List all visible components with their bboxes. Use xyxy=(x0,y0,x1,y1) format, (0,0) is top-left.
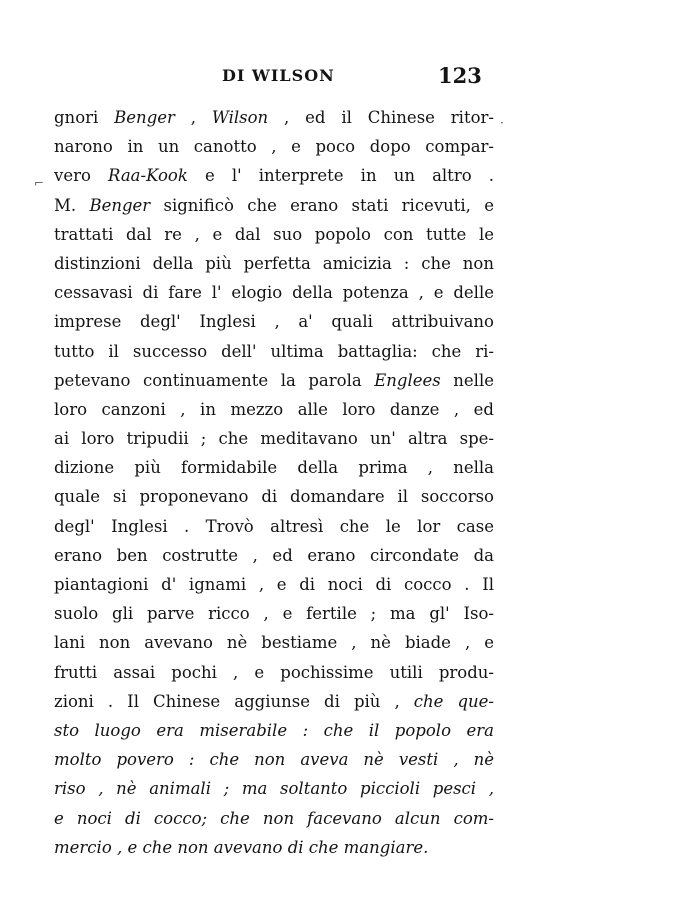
text-segment: dizione più formidabile della prima , nella xyxy=(54,458,494,478)
text-line xyxy=(54,395,494,424)
text-line xyxy=(54,337,494,366)
text-segment: ai loro tripudii ; che meditavano un' altra spe- xyxy=(54,429,494,449)
text-segment: suolo gli parve ricco , e fertile ; ma gl' Iso- xyxy=(54,604,494,624)
text-line xyxy=(54,658,494,687)
text-line xyxy=(54,249,494,278)
text-segment: vero xyxy=(54,166,109,186)
text-segment: lani non avevano nè bestiame , nè biade , e xyxy=(54,633,494,653)
text-segment: gnori xyxy=(54,108,115,127)
italic-text-segment: e noci di cocco; che non facevano alcun com- xyxy=(54,808,494,828)
text-line xyxy=(54,774,494,803)
text-line xyxy=(54,628,494,657)
text-line xyxy=(54,191,494,220)
text-segment: loro canzoni , in mezzo alle loro danze , ed xyxy=(54,399,494,419)
text-segment: narono in un canotto , e poco dopo compar- xyxy=(54,137,494,157)
text-segment: , xyxy=(174,108,212,127)
italic-text-segment: Englees xyxy=(374,370,441,390)
text-segment: erano ben costrutte , ed erano circondate da xyxy=(54,545,494,565)
text-line xyxy=(54,424,494,453)
text-line xyxy=(54,453,494,482)
text-segment: significò che erano stati ricevuti, e xyxy=(150,195,494,215)
text-line xyxy=(54,482,494,511)
page-number: 123 xyxy=(438,63,482,88)
text-segment: degl' Inglesi . Trovò altresì che le lor case xyxy=(54,516,494,536)
text-segment: tutto il successo dell' ultima battaglia: che ri- xyxy=(54,341,494,361)
text-segment: zioni . Il Chinese aggiunse di più , xyxy=(54,691,414,711)
text-line xyxy=(54,161,494,190)
text-line xyxy=(54,512,494,541)
body-text xyxy=(54,103,494,862)
text-line xyxy=(54,541,494,570)
italic-text-segment: Wilson xyxy=(211,108,269,127)
text-line xyxy=(54,132,494,161)
text-line xyxy=(54,570,494,599)
running-head xyxy=(0,63,677,96)
text-segment: cessavasi di fare l' elogio della potenza , e delle xyxy=(54,283,494,303)
margin-mark: · xyxy=(500,116,504,130)
italic-text-segment: Benger xyxy=(89,195,151,215)
text-line xyxy=(54,103,494,132)
text-line xyxy=(54,220,494,249)
text-segment: M. xyxy=(54,195,90,215)
text-segment: petevano continuamente la parola xyxy=(54,370,375,390)
margin-mark: ⌐ xyxy=(34,176,45,190)
italic-text-segment: Benger xyxy=(114,108,175,127)
text-line xyxy=(54,366,494,395)
text-line xyxy=(54,716,494,745)
text-line xyxy=(54,687,494,716)
text-segment: imprese degl' Inglesi , a' quali attribuivano xyxy=(54,312,494,332)
text-segment: e l' interprete in un altro . xyxy=(187,166,494,186)
italic-text-segment: mercio , e che non avevano di che mangiare. xyxy=(54,837,429,857)
text-segment: trattati dal re , e dal suo popolo con tutte le xyxy=(54,224,494,244)
italic-text-segment: sto luogo era miserabile : che il popolo era xyxy=(54,720,494,740)
text-segment: , ed il Chinese ritor- xyxy=(268,108,494,127)
italic-text-segment: che que- xyxy=(413,691,495,711)
text-segment: frutti assai pochi , e pochissime utili produ- xyxy=(54,662,494,682)
running-title: DI WILSON xyxy=(222,66,335,85)
text-line xyxy=(54,745,494,774)
text-line xyxy=(54,833,494,862)
text-segment: nelle xyxy=(440,370,494,390)
text-segment: quale si proponevano di domandare il soccorso xyxy=(54,487,494,507)
text-line xyxy=(54,599,494,628)
italic-text-segment: molto povero : che non aveva nè vesti , nè xyxy=(54,750,494,770)
text-segment: piantagioni d' ignami , e di noci di cocco . Il xyxy=(54,575,494,594)
text-line xyxy=(54,307,494,336)
italic-text-segment: Raa-Kook xyxy=(108,166,188,186)
text-segment: distinzioni della più perfetta amicizia : che non xyxy=(54,253,494,273)
text-line xyxy=(54,804,494,833)
text-line xyxy=(54,278,494,307)
italic-text-segment: riso , nè animali ; ma soltanto piccioli pesci , xyxy=(54,779,494,799)
